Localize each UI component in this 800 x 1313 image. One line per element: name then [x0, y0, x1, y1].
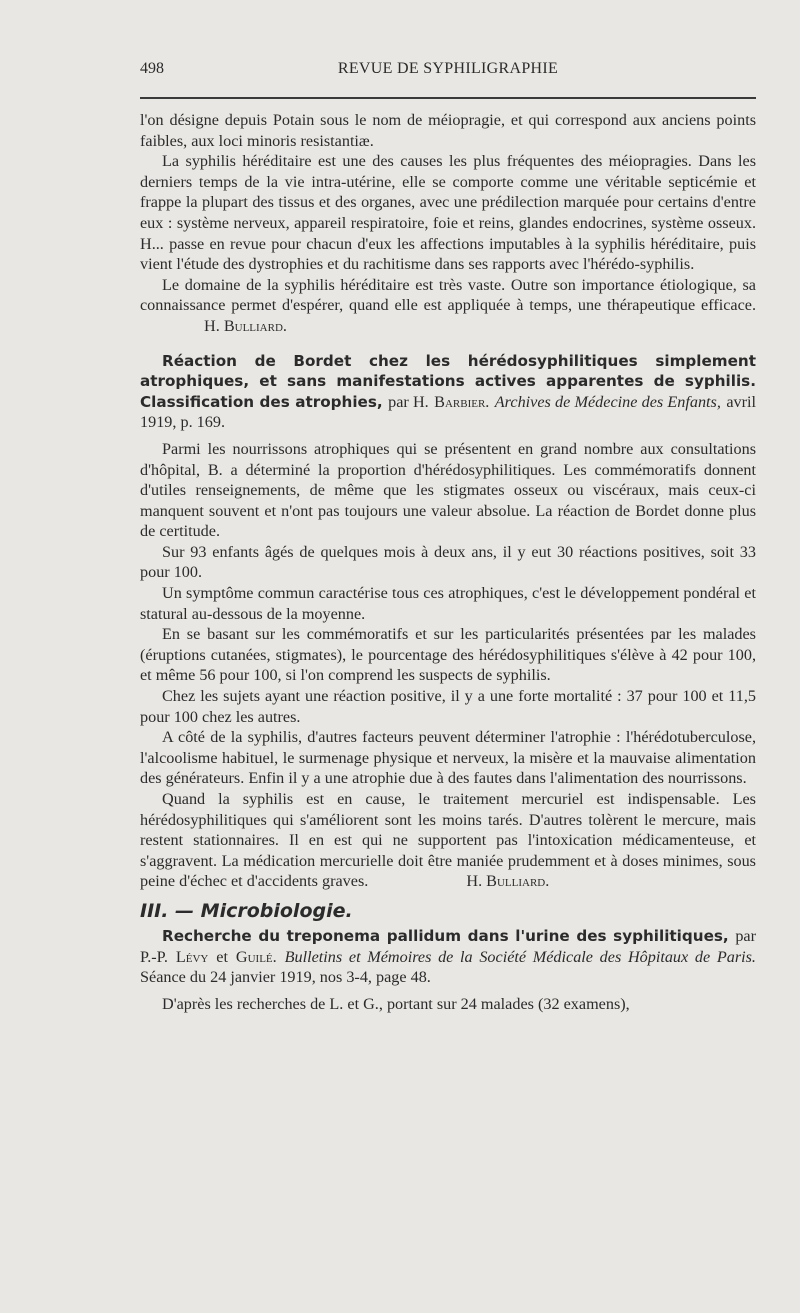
- article-author: Barbier.: [434, 392, 490, 411]
- paragraph-text: Le domaine de la syphilis héréditaire est très vaste. Outre son importance étiologique, sa connaissance permet d'espérer, quand elle est appliquée à temps, une thérapeutique efficace.: [140, 275, 756, 315]
- paragraph: Sur 93 enfants âgés de quelques mois à deux ans, il y eut 30 réactions positives, soit 33 pour 100.: [140, 542, 756, 582]
- article-par: par H.: [388, 392, 429, 411]
- article-conjunction: et: [216, 947, 228, 966]
- paragraph: D'après les recherches de L. et G., portant sur 24 malades (32 examens),: [162, 994, 630, 1013]
- section-heading: III. — Microbiologie.: [140, 899, 353, 922]
- paragraph: [140, 275, 756, 337]
- article-author: Guilé.: [235, 947, 277, 966]
- paragraph: Chez les sujets ayant une réaction positive, il y a une forte mortalité : 37 pour 100 et 11,5 pour 100 chez les autres.: [140, 687, 756, 726]
- article-journal: Bulletins et Mémoires de la Société Médicale des Hôpitaux de Paris.: [284, 947, 756, 966]
- article-author: Lévy: [175, 947, 209, 966]
- signature: H. Bulliard.: [204, 316, 287, 335]
- paragraph: l'on désigne depuis Potain sous le nom de méiopragie, et qui correspond aux anciens points faibles, aux loci minoris resistantiæ.: [140, 111, 756, 150]
- article-title: [140, 351, 756, 433]
- paragraph: A côté de la syphilis, d'autres facteurs peuvent déterminer l'atrophie : l'hérédotuberculose, l'alcoolisme habituel, le surmenage physique et nerveux, la misère et la mauvaise alimentation des générateurs. Enfin il y a une atrophie due à des fautes dans l'alimentation des nourrissons.: [140, 728, 756, 788]
- signature: H. Bulliard.: [466, 872, 550, 891]
- paragraph: En se basant sur les commémoratifs et sur les particularités présentées par les malades (éruptions cutanées, stigmates), le pourcentage des hérédosyphilitiques s'élève à 42 pour 100, et même 56 pour 100, si l'on comprend les suspects de syphilis.: [140, 625, 756, 685]
- header-rule: [140, 97, 756, 99]
- article-date: avril 1919, p. 169.: [140, 392, 757, 432]
- paragraph: [140, 789, 756, 892]
- page-number: 498: [140, 60, 164, 77]
- paragraph: La syphilis héréditaire est une des causes les plus fréquentes des méiopragies. Dans les derniers temps de la vie intra-utérine, elle se comporte comme une véritable septicémie et frappe la plupart des tissus et des organes, avec une prédilection marquée pour certains d'entre eux : système nerveux, appareil respiratoire, foie et reins, glandes endocrines, système osseux. H... passe en revue pour chacun d'eux les affections imputables à la syphilis héréditaire, puis vient l'étude des dystrophies et du rachitisme dans ses rapports avec l'hérédo-syphilis.: [140, 152, 756, 274]
- article-journal: Archives de Médecine des Enfants,: [494, 392, 721, 411]
- paragraph-text: Quand la syphilis est en cause, le traitement mercuriel est indispensable. Les hérédosyphilitiques qui s'améliorent sont les moins tarés. D'autres tolèrent le mercure, mais restent stationnaires. Il en est qui ne supportent pas l'intoxication médicamenteuse, et s'aggravent. La médication mercurielle doit être maniée prudemment et à doses minimes, sous peine d'échec et d'accidents graves.: [140, 790, 756, 891]
- paragraph: Parmi les nourrissons atrophiques qui se présentent en grand nombre aux consultations d'hôpital, B. a déterminé la proportion d'hérédosyphilitiques. Les commémoratifs donnent d'utiles renseignements, de même que les stigmates osseux ou viscéraux, mais ceux-ci manquent souvent et n'ont pas toujours une valeur absolue. La réaction de Bordet donne plus de certitude.: [140, 439, 756, 541]
- article-title: [140, 926, 756, 988]
- page-header: [140, 58, 756, 88]
- article-title-text: Réaction de Bordet chez les hérédosyphilitiques simplement atrophiques, et sans manifestations actives apparentes de syphilis. Classification des atrophies,: [140, 351, 756, 411]
- body-text: [140, 110, 756, 1014]
- running-head: REVUE DE SYPHILIGRAPHIE: [337, 60, 559, 77]
- article-par: par P.-P.: [140, 926, 756, 966]
- paragraph: Un symptôme commun caractérise tous ces atrophiques, c'est le développement pondéral et statural au-dessous de la moyenne.: [140, 584, 756, 623]
- article-date: Séance du 24 janvier 1919, nos 3-4, page 48.: [140, 968, 431, 987]
- article-title-text: Recherche du treponema pallidum dans l'urine des syphilitiques,: [162, 926, 729, 945]
